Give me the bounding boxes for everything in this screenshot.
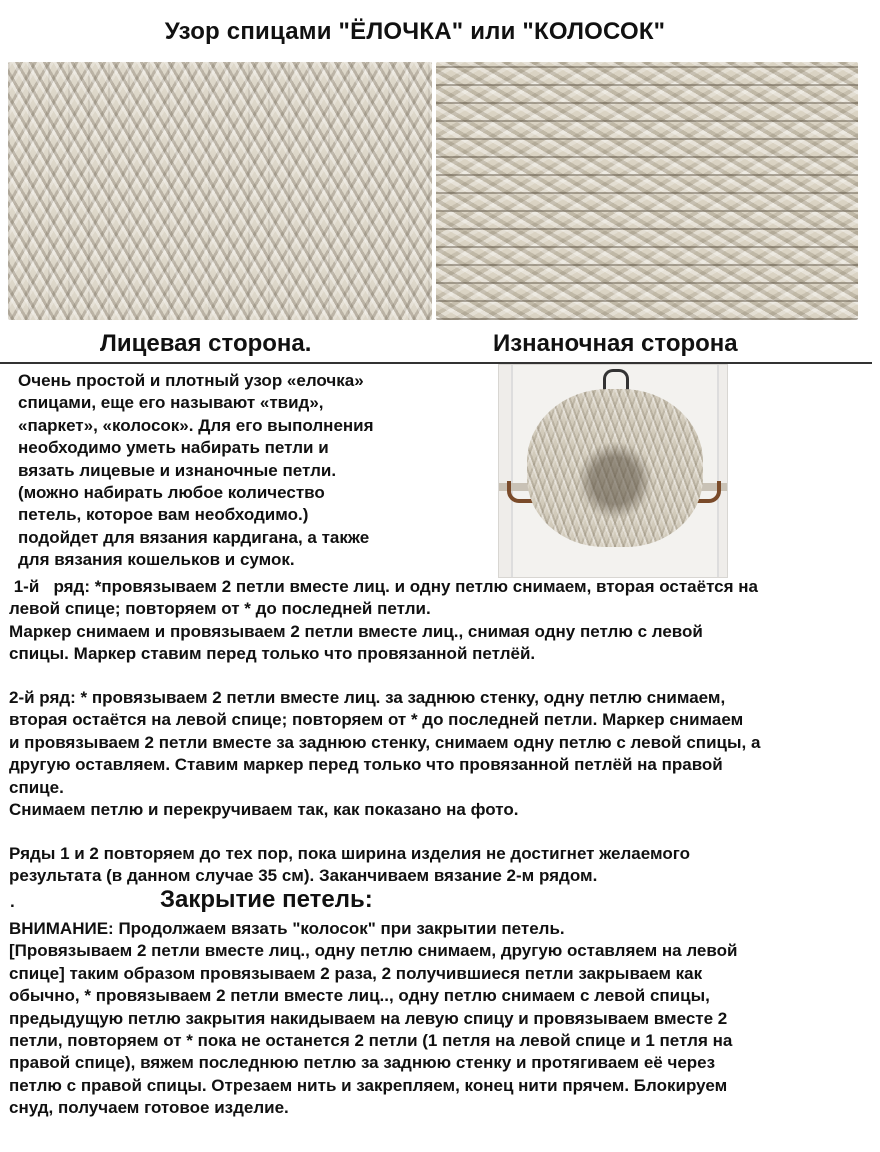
closing-line: предыдущую петлю закрытия накидываем на левую спицу и провязываем вместе 2 bbox=[9, 1008, 728, 1028]
back-side-caption: Изнаночная сторона bbox=[493, 330, 738, 357]
divider-line bbox=[0, 362, 872, 364]
closing-line: обычно, * провязываем 2 петли вместе лиц.., одну петлю снимаем с левой спицы, bbox=[9, 986, 710, 1006]
closing-line: петлю с правой спицы. Отрезаем нить и закрепляем, конец нити прячем. Блокируем bbox=[9, 1075, 728, 1095]
closing-line: спице] таким образом провязываем 2 раза, 2 получившиеся петли закрываем как bbox=[9, 963, 703, 983]
row-2-line: вторая остаётся на левой спице; повторяем от * до последней петли. Маркер снимаем bbox=[9, 710, 744, 730]
row-1-line: 1-й ряд: *провязываем 2 петли вместе лиц. и одну петлю снимаем, вторая остаётся на bbox=[9, 577, 758, 596]
intro-line: для вязания кошельков и сумок. bbox=[18, 550, 295, 570]
row-2-line: и провязываем 2 петли вместе за заднюю стенку, снимаем одну петлю с левой спицы, а bbox=[9, 732, 761, 752]
attention-text: Продолжаем вязать "колосок" при закрытии петель. bbox=[113, 919, 565, 938]
snood-photo bbox=[498, 364, 728, 578]
closing-heading-row bbox=[10, 886, 373, 914]
row-1-line: Маркер снимаем и провязываем 2 петли вместе лиц., снимая одну петлю с левой bbox=[9, 621, 703, 641]
closing-dot: . bbox=[10, 892, 15, 911]
attention-line bbox=[9, 918, 737, 940]
intro-line: подойдет для вязания кардигана, а также bbox=[18, 527, 370, 547]
row-1-line: левой спице; повторяем от * до последней петли. bbox=[9, 599, 431, 619]
closing-line: снуд, получаем готовое изделие. bbox=[9, 1098, 289, 1118]
repeat-instructions bbox=[9, 843, 690, 888]
intro-line: спицами, еще его называют «твид», bbox=[18, 393, 324, 413]
row-1-instructions bbox=[9, 576, 758, 666]
row-2-line: 2-й ряд: * провязываем 2 петли вместе лиц. за заднюю стенку, одну петлю снимаем, bbox=[9, 688, 726, 707]
intro-line: вязать лицевые и изнаночные петли. bbox=[18, 460, 337, 480]
repeat-line: результата (в данном случае 35 см). Заканчиваем вязание 2-м рядом. bbox=[9, 866, 598, 886]
intro-line: «паркет», «колосок». Для его выполнения bbox=[18, 415, 374, 435]
closing-heading: Закрытие петель: bbox=[160, 886, 373, 913]
back-side-knit-photo bbox=[436, 62, 858, 320]
row-2-line: Снимаем петлю и перекручиваем так, как показано на фото. bbox=[9, 800, 519, 820]
intro-text bbox=[18, 370, 488, 572]
page-title: Узор спицами "ЁЛОЧКА" или "КОЛОСОК" bbox=[164, 18, 666, 45]
row-2-line: другую оставляем. Ставим маркер перед только что провязанной петлёй на правой bbox=[9, 755, 723, 775]
intro-line: петель, которое вам необходимо.) bbox=[18, 505, 309, 525]
intro-line: (можно набирать любое количество bbox=[18, 483, 325, 503]
row-2-instructions bbox=[9, 687, 760, 821]
intro-line: Очень простой и плотный узор «елочка» bbox=[18, 371, 364, 390]
knitted-snood bbox=[527, 389, 703, 547]
front-side-caption: Лицевая сторона. bbox=[100, 330, 312, 357]
row-2-line: спице. bbox=[9, 777, 64, 797]
repeat-line: Ряды 1 и 2 повторяем до тех пор, пока ширина изделия не достигнет желаемого bbox=[9, 844, 690, 863]
closing-line: [Провязываем 2 петли вместе лиц., одну петлю снимаем, другую оставляем на левой bbox=[9, 941, 738, 961]
row-1-line: спицы. Маркер ставим перед только что провязанной петлёй. bbox=[9, 644, 536, 664]
intro-line: необходимо уметь набирать петли и bbox=[18, 438, 329, 458]
attention-label: ВНИМАНИЕ: bbox=[9, 919, 114, 938]
closing-instructions bbox=[9, 918, 737, 1120]
closing-line: петли, повторяем от * пока не останется 2 петли (1 петля на левой спице и 1 петля на bbox=[9, 1031, 733, 1051]
closing-line: правой спице), вяжем последнюю петлю за заднюю стенку и протягиваем её через bbox=[9, 1053, 716, 1073]
front-side-knit-photo bbox=[8, 62, 432, 320]
